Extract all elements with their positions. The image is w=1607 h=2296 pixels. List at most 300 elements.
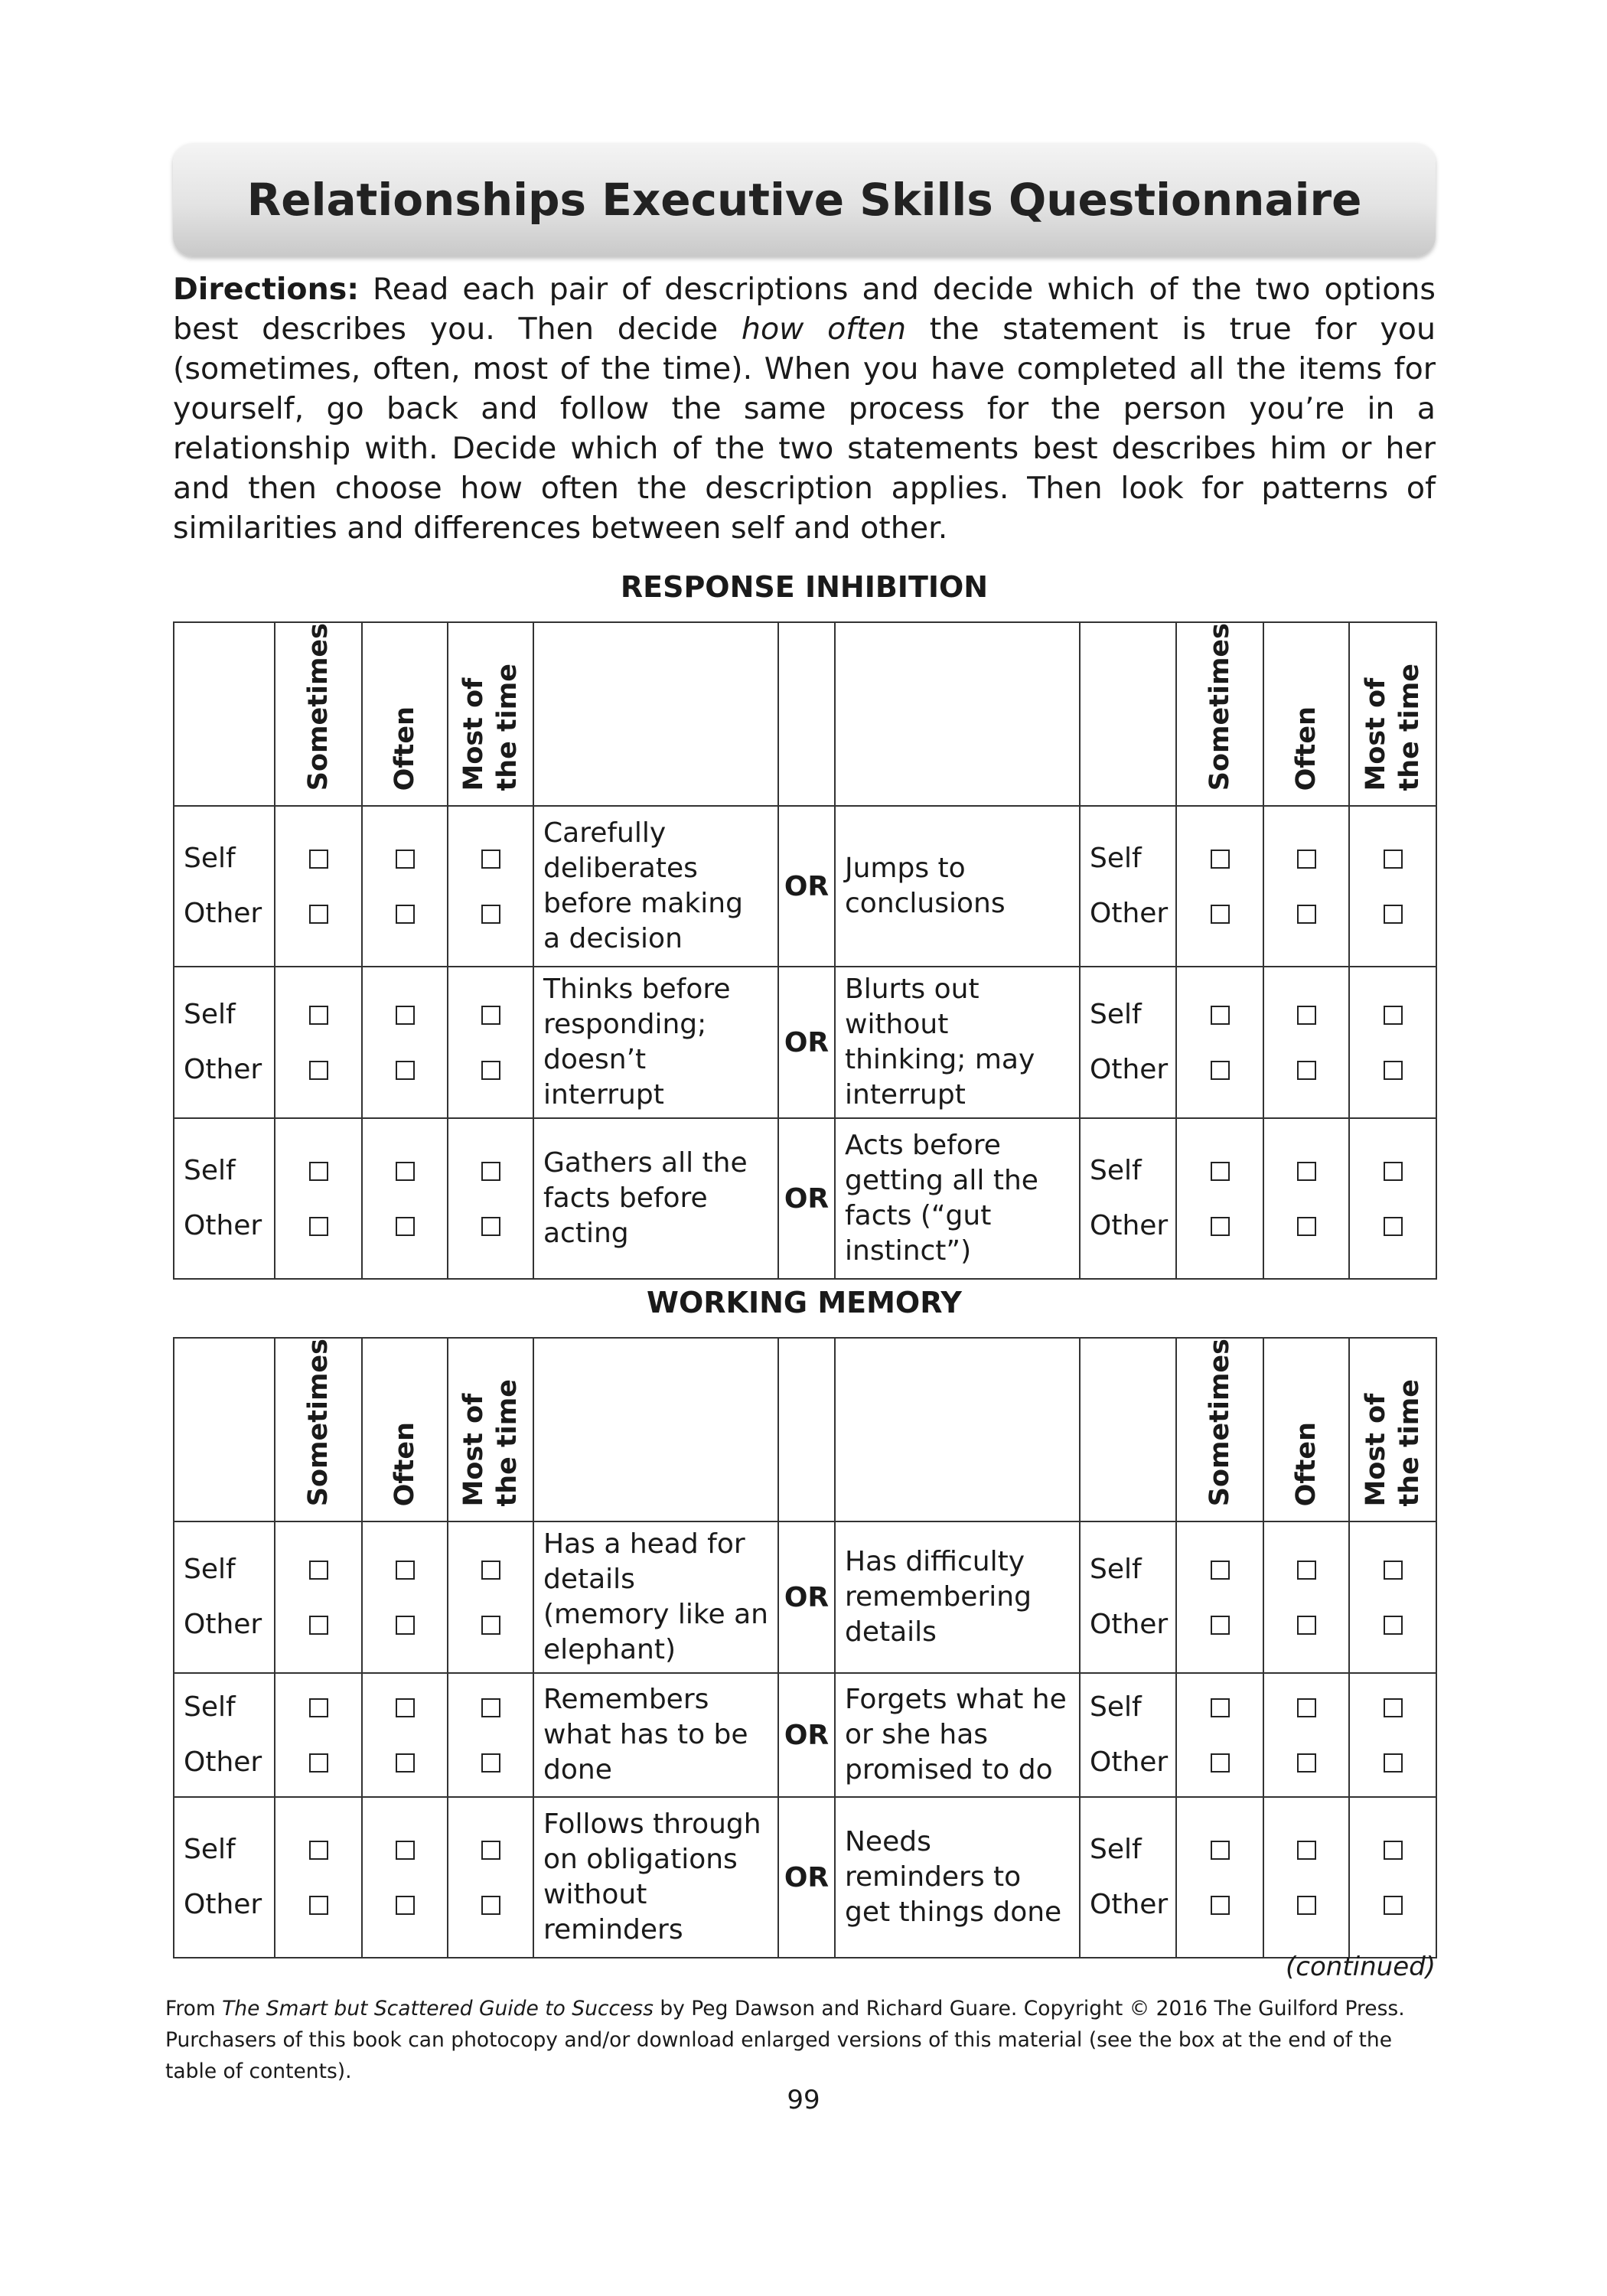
self-most-checkbox[interactable] <box>1384 1162 1403 1181</box>
right-description: Jumps to conclusions <box>835 806 1080 967</box>
self-most-checkbox[interactable] <box>481 1162 500 1181</box>
right-most-checkbox-cell <box>1349 1521 1436 1673</box>
section-heading-working-memory: WORKING MEMORY <box>647 1286 962 1319</box>
column-header-most-line2: the time <box>1394 1378 1425 1507</box>
checkbox-row <box>275 1042 361 1097</box>
checkbox-row <box>448 831 533 886</box>
left-description: Has a head for details (memory like an elephant) <box>533 1521 778 1673</box>
other-often-checkbox[interactable] <box>396 1061 415 1080</box>
left-often-checkbox-cell <box>362 806 448 967</box>
table-row <box>174 967 1436 1118</box>
other-often-checkbox[interactable] <box>396 1896 415 1915</box>
other-label: Other <box>184 1210 262 1242</box>
right-sometimes-checkbox-cell <box>1176 1521 1263 1673</box>
left-most-checkbox-cell <box>448 1521 533 1673</box>
self-other-labels <box>174 1797 275 1958</box>
column-header-most-line1: Most of <box>1361 1393 1391 1507</box>
column-header-most-of-the-time <box>448 622 533 806</box>
self-often-checkbox[interactable] <box>396 1162 415 1181</box>
column-header-sometimes-label: Sometimes <box>1204 1339 1235 1507</box>
checkbox-row <box>1350 1542 1436 1597</box>
right-sometimes-checkbox-cell <box>1176 1797 1263 1958</box>
checkbox-row <box>1177 1042 1263 1097</box>
other-often-checkbox[interactable] <box>1297 905 1316 924</box>
checkbox-row <box>448 1735 533 1790</box>
other-sometimes-checkbox[interactable] <box>309 1896 328 1915</box>
right-often-checkbox-cell <box>1263 1118 1349 1279</box>
self-other-labels <box>1080 1521 1176 1673</box>
checkbox-row <box>1177 1735 1263 1790</box>
other-often-checkbox[interactable] <box>1297 1616 1316 1635</box>
checkbox-row <box>1264 1735 1348 1790</box>
left-sometimes-checkbox-cell <box>275 1118 362 1279</box>
checkbox-row <box>275 1822 361 1877</box>
checkbox-row <box>1350 1822 1436 1877</box>
self-often-checkbox[interactable] <box>1297 1698 1316 1717</box>
right-description: Has difficulty remembering details <box>835 1521 1080 1673</box>
checkbox-row <box>1177 1822 1263 1877</box>
left-sometimes-checkbox-cell <box>275 967 362 1118</box>
left-sometimes-checkbox-cell <box>275 806 362 967</box>
directions-emphasis: how often <box>741 311 907 347</box>
header-right-label-cell <box>1080 622 1176 806</box>
checkbox-row <box>363 1822 447 1877</box>
page-number: 99 <box>787 2085 820 2115</box>
other-label: Other <box>1090 1609 1169 1641</box>
checkbox-row <box>363 987 447 1042</box>
column-header-often <box>1263 1338 1349 1521</box>
self-sometimes-checkbox[interactable] <box>1211 1006 1230 1025</box>
checkbox-row <box>448 1199 533 1254</box>
checkbox-row <box>1350 1735 1436 1790</box>
checkbox-row <box>275 1199 361 1254</box>
checkbox-row <box>1177 987 1263 1042</box>
checkbox-row <box>1177 1143 1263 1199</box>
checkbox-row <box>363 1597 447 1652</box>
column-header-often-label: Often <box>1291 1421 1322 1507</box>
checkbox-row <box>448 987 533 1042</box>
left-most-checkbox-cell <box>448 1797 533 1958</box>
checkbox-row <box>363 1143 447 1199</box>
checkbox-row <box>275 1680 361 1735</box>
other-label: Other <box>184 1889 262 1921</box>
table-row <box>174 1673 1436 1797</box>
checkbox-row <box>275 987 361 1042</box>
table-row <box>174 806 1436 967</box>
checkbox-row <box>275 886 361 941</box>
checkbox-row <box>363 1877 447 1932</box>
or-separator: OR <box>778 1797 835 1958</box>
column-header-often <box>362 622 448 806</box>
other-most-checkbox[interactable] <box>481 1061 500 1080</box>
response-inhibition-table <box>173 621 1437 1280</box>
left-sometimes-checkbox-cell <box>275 1521 362 1673</box>
other-sometimes-checkbox[interactable] <box>309 905 328 924</box>
other-sometimes-checkbox[interactable] <box>309 1753 328 1773</box>
column-header-most-line1: Most of <box>458 677 489 791</box>
column-header-most-line2: the time <box>1394 663 1425 791</box>
checkbox-row <box>363 1042 447 1097</box>
other-label: Other <box>1090 898 1169 930</box>
self-sometimes-checkbox[interactable] <box>309 1698 328 1717</box>
other-most-checkbox[interactable] <box>481 1753 500 1773</box>
checkbox-row <box>448 886 533 941</box>
or-separator: OR <box>778 1118 835 1279</box>
self-label: Self <box>184 999 236 1031</box>
checkbox-row <box>363 1199 447 1254</box>
left-often-checkbox-cell <box>362 1673 448 1797</box>
checkbox-row <box>1177 886 1263 941</box>
checkbox-row <box>1350 886 1436 941</box>
right-description: Forgets what he or she has promised to do <box>835 1673 1080 1797</box>
section-heading-response-inhibition: RESPONSE INHIBITION <box>620 570 989 604</box>
checkbox-row <box>1264 831 1348 886</box>
column-header-most-line1: Most of <box>458 1393 489 1507</box>
checkbox-row <box>1264 1199 1348 1254</box>
directions-text-after: the statement is true for you (sometimes, often, most of the time). When you have completed all the items for yourself, go back and follow the same process for the person you’re in a relationship with. Decide which of the two statements best describes him or her and then choose how often the description applies. Then look for patterns of similarities and differences between self and other. <box>173 311 1436 546</box>
checkbox-row <box>1264 1822 1348 1877</box>
or-separator: OR <box>778 967 835 1118</box>
column-header-sometimes <box>1176 622 1263 806</box>
self-sometimes-checkbox[interactable] <box>1211 850 1230 869</box>
other-often-checkbox[interactable] <box>396 1217 415 1236</box>
left-description: Thinks before responding; doesn’t interrupt <box>533 967 778 1118</box>
right-description: Acts before getting all the facts (“gut instinct”) <box>835 1118 1080 1279</box>
other-label: Other <box>1090 1054 1169 1086</box>
self-most-checkbox[interactable] <box>481 1841 500 1860</box>
self-most-checkbox[interactable] <box>1384 850 1403 869</box>
directions-text-before: Read each pair of descriptions and decide which of the two options best describes you. Then decide <box>173 272 1436 347</box>
checkbox-row <box>1350 1143 1436 1199</box>
checkbox-row <box>1264 1542 1348 1597</box>
checkbox-row <box>448 1042 533 1097</box>
left-sometimes-checkbox-cell <box>275 1673 362 1797</box>
other-most-checkbox[interactable] <box>1384 905 1403 924</box>
or-separator: OR <box>778 1521 835 1673</box>
header-empty-cell <box>174 622 275 806</box>
title-banner <box>173 143 1436 256</box>
self-most-checkbox[interactable] <box>1384 1841 1403 1860</box>
self-sometimes-checkbox[interactable] <box>1211 1841 1230 1860</box>
right-sometimes-checkbox-cell <box>1176 967 1263 1118</box>
checkbox-row <box>1264 987 1348 1042</box>
left-most-checkbox-cell <box>448 1118 533 1279</box>
self-other-labels <box>174 1673 275 1797</box>
right-most-checkbox-cell <box>1349 1673 1436 1797</box>
right-often-checkbox-cell <box>1263 1673 1349 1797</box>
checkbox-row <box>275 1597 361 1652</box>
column-header-sometimes <box>275 622 362 806</box>
column-header-sometimes-label: Sometimes <box>303 623 334 791</box>
checkbox-row <box>1177 1199 1263 1254</box>
or-separator: OR <box>778 806 835 967</box>
column-header-most-of-the-time-label <box>457 1379 524 1515</box>
self-sometimes-checkbox[interactable] <box>309 1006 328 1025</box>
right-most-checkbox-cell <box>1349 1118 1436 1279</box>
header-right-desc-cell <box>835 1338 1080 1521</box>
right-sometimes-checkbox-cell <box>1176 1118 1263 1279</box>
other-label: Other <box>1090 1746 1169 1779</box>
left-most-checkbox-cell <box>448 1673 533 1797</box>
other-most-checkbox[interactable] <box>481 905 500 924</box>
checkbox-row <box>1264 1042 1348 1097</box>
other-often-checkbox[interactable] <box>1297 1061 1316 1080</box>
right-often-checkbox-cell <box>1263 1797 1349 1958</box>
checkbox-row <box>363 1542 447 1597</box>
other-most-checkbox[interactable] <box>1384 1217 1403 1236</box>
checkbox-row <box>448 1542 533 1597</box>
other-most-checkbox[interactable] <box>1384 1061 1403 1080</box>
checkbox-row <box>275 1735 361 1790</box>
left-description: Remembers what has to be done <box>533 1673 778 1797</box>
header-left-desc-cell <box>533 622 778 806</box>
page-title: Relationships Executive Skills Questionnaire <box>246 174 1362 226</box>
other-often-checkbox[interactable] <box>396 1753 415 1773</box>
self-label: Self <box>184 1554 236 1586</box>
column-header-most-of-the-time <box>1349 622 1436 806</box>
other-label: Other <box>184 898 262 930</box>
checkbox-row <box>1177 1680 1263 1735</box>
self-other-labels <box>1080 1118 1176 1279</box>
checkbox-row <box>1264 886 1348 941</box>
self-sometimes-checkbox[interactable] <box>309 1561 328 1580</box>
checkbox-row <box>275 1877 361 1932</box>
other-label: Other <box>1090 1889 1169 1921</box>
right-most-checkbox-cell <box>1349 967 1436 1118</box>
checkbox-row <box>1177 1597 1263 1652</box>
continued-note: (continued) <box>1286 1952 1436 1982</box>
column-header-most-of-the-time-label <box>1359 1379 1426 1515</box>
self-most-checkbox[interactable] <box>1384 1698 1403 1717</box>
self-other-labels <box>174 806 275 967</box>
left-often-checkbox-cell <box>362 1521 448 1673</box>
self-sometimes-checkbox[interactable] <box>309 850 328 869</box>
checkbox-row <box>1350 987 1436 1042</box>
left-often-checkbox-cell <box>362 1797 448 1958</box>
directions-label: Directions: <box>173 272 359 307</box>
other-sometimes-checkbox[interactable] <box>1211 1896 1230 1915</box>
checkbox-row <box>363 831 447 886</box>
column-header-most-of-the-time-label <box>457 664 524 799</box>
self-sometimes-checkbox[interactable] <box>1211 1162 1230 1181</box>
right-sometimes-checkbox-cell <box>1176 1673 1263 1797</box>
self-often-checkbox[interactable] <box>1297 1006 1316 1025</box>
self-label: Self <box>1090 1155 1142 1187</box>
self-other-labels <box>174 967 275 1118</box>
table-row <box>174 1521 1436 1673</box>
column-header-most-of-the-time-label <box>1359 664 1426 799</box>
self-label: Self <box>184 1691 236 1724</box>
checkbox-row <box>1350 1199 1436 1254</box>
self-label: Self <box>184 1155 236 1187</box>
self-often-checkbox[interactable] <box>396 1006 415 1025</box>
self-often-checkbox[interactable] <box>1297 1561 1316 1580</box>
column-header-most-of-the-time <box>448 1338 533 1521</box>
checkbox-row <box>448 1680 533 1735</box>
other-most-checkbox[interactable] <box>1384 1896 1403 1915</box>
self-other-labels <box>1080 806 1176 967</box>
column-header-often-label: Often <box>390 706 420 791</box>
column-header-often <box>362 1338 448 1521</box>
table-header-row <box>174 1338 1436 1521</box>
checkbox-row <box>1177 831 1263 886</box>
right-often-checkbox-cell <box>1263 967 1349 1118</box>
checkbox-row <box>1350 1042 1436 1097</box>
checkbox-row <box>1264 1143 1348 1199</box>
table-row <box>174 1118 1436 1279</box>
checkbox-row <box>1350 831 1436 886</box>
self-often-checkbox[interactable] <box>1297 850 1316 869</box>
left-most-checkbox-cell <box>448 806 533 967</box>
other-label: Other <box>184 1746 262 1779</box>
left-description: Carefully deliberates before making a decision <box>533 806 778 967</box>
other-label: Other <box>1090 1210 1169 1242</box>
other-often-checkbox[interactable] <box>396 905 415 924</box>
checkbox-row <box>363 1680 447 1735</box>
header-empty-cell <box>174 1338 275 1521</box>
left-sometimes-checkbox-cell <box>275 1797 362 1958</box>
column-header-most-line1: Most of <box>1361 677 1391 791</box>
self-most-checkbox[interactable] <box>1384 1561 1403 1580</box>
other-often-checkbox[interactable] <box>1297 1753 1316 1773</box>
self-other-labels <box>1080 1673 1176 1797</box>
self-often-checkbox[interactable] <box>396 850 415 869</box>
self-label: Self <box>184 843 236 875</box>
other-sometimes-checkbox[interactable] <box>309 1061 328 1080</box>
right-often-checkbox-cell <box>1263 806 1349 967</box>
self-most-checkbox[interactable] <box>481 1006 500 1025</box>
checkbox-row <box>1177 1877 1263 1932</box>
checkbox-row <box>275 831 361 886</box>
checkbox-row <box>448 1143 533 1199</box>
right-description: Blurts out without thinking; may interrupt <box>835 967 1080 1118</box>
self-label: Self <box>1090 1834 1142 1866</box>
right-most-checkbox-cell <box>1349 1797 1436 1958</box>
left-most-checkbox-cell <box>448 967 533 1118</box>
self-most-checkbox[interactable] <box>481 1561 500 1580</box>
checkbox-row <box>1264 1597 1348 1652</box>
other-most-checkbox[interactable] <box>481 1217 500 1236</box>
self-other-labels <box>174 1521 275 1673</box>
other-often-checkbox[interactable] <box>1297 1217 1316 1236</box>
column-header-often-label: Often <box>390 1421 420 1507</box>
self-often-checkbox[interactable] <box>396 1561 415 1580</box>
self-most-checkbox[interactable] <box>481 850 500 869</box>
column-header-sometimes-label: Sometimes <box>303 1339 334 1507</box>
column-header-sometimes <box>1176 1338 1263 1521</box>
table-row <box>174 1797 1436 1958</box>
checkbox-row <box>1177 1542 1263 1597</box>
other-sometimes-checkbox[interactable] <box>309 1616 328 1635</box>
column-header-often <box>1263 622 1349 806</box>
self-often-checkbox[interactable] <box>396 1698 415 1717</box>
self-label: Self <box>1090 1554 1142 1586</box>
self-sometimes-checkbox[interactable] <box>309 1841 328 1860</box>
other-sometimes-checkbox[interactable] <box>1211 1217 1230 1236</box>
left-often-checkbox-cell <box>362 967 448 1118</box>
left-often-checkbox-cell <box>362 1118 448 1279</box>
self-sometimes-checkbox[interactable] <box>1211 1698 1230 1717</box>
self-label: Self <box>1090 1691 1142 1724</box>
self-label: Self <box>184 1834 236 1866</box>
checkbox-row <box>448 1877 533 1932</box>
other-sometimes-checkbox[interactable] <box>1211 1753 1230 1773</box>
column-header-most-of-the-time <box>1349 1338 1436 1521</box>
self-other-labels <box>174 1118 275 1279</box>
other-most-checkbox[interactable] <box>481 1616 500 1635</box>
column-header-sometimes-label: Sometimes <box>1204 623 1235 791</box>
self-other-labels <box>1080 967 1176 1118</box>
other-most-checkbox[interactable] <box>481 1896 500 1915</box>
or-separator: OR <box>778 1673 835 1797</box>
self-label: Self <box>1090 843 1142 875</box>
checkbox-row <box>1264 1877 1348 1932</box>
checkbox-row <box>1350 1597 1436 1652</box>
right-often-checkbox-cell <box>1263 1521 1349 1673</box>
checkbox-row <box>275 1542 361 1597</box>
header-right-label-cell <box>1080 1338 1176 1521</box>
header-left-desc-cell <box>533 1338 778 1521</box>
header-right-desc-cell <box>835 622 1080 806</box>
column-header-sometimes <box>275 1338 362 1521</box>
self-most-checkbox[interactable] <box>1384 1006 1403 1025</box>
self-sometimes-checkbox[interactable] <box>309 1162 328 1181</box>
source-prefix: From <box>165 1997 223 2020</box>
self-often-checkbox[interactable] <box>396 1841 415 1860</box>
column-header-most-line2: the time <box>492 1378 523 1507</box>
checkbox-row <box>448 1822 533 1877</box>
other-most-checkbox[interactable] <box>1384 1753 1403 1773</box>
other-sometimes-checkbox[interactable] <box>309 1217 328 1236</box>
right-description: Needs reminders to get things done <box>835 1797 1080 1958</box>
other-sometimes-checkbox[interactable] <box>1211 905 1230 924</box>
other-sometimes-checkbox[interactable] <box>1211 1061 1230 1080</box>
self-often-checkbox[interactable] <box>1297 1162 1316 1181</box>
source-book-title: The Smart but Scattered Guide to Success <box>222 1997 654 2020</box>
self-sometimes-checkbox[interactable] <box>1211 1561 1230 1580</box>
source-citation <box>165 1993 1443 2087</box>
table-header-row <box>174 622 1436 806</box>
column-header-most-line2: the time <box>492 663 523 791</box>
source-rest: by Peg Dawson and Richard Guare. Copyright © 2016 The Guilford Press. Purchasers of this book can photocopy and/or download enlarged versions of this material (see the box at the end of the table of contents). <box>165 1997 1405 2083</box>
left-description: Gathers all the facts before acting <box>533 1118 778 1279</box>
checkbox-row <box>448 1597 533 1652</box>
checkbox-row <box>363 886 447 941</box>
checkbox-row <box>363 1735 447 1790</box>
other-label: Other <box>184 1609 262 1641</box>
other-label: Other <box>184 1054 262 1086</box>
other-often-checkbox[interactable] <box>1297 1896 1316 1915</box>
self-most-checkbox[interactable] <box>481 1698 500 1717</box>
header-or-cell <box>778 622 835 806</box>
header-or-cell <box>778 1338 835 1521</box>
checkbox-row <box>1350 1680 1436 1735</box>
self-label: Self <box>1090 999 1142 1031</box>
checkbox-row <box>1350 1877 1436 1932</box>
checkbox-row <box>1264 1680 1348 1735</box>
checkbox-row <box>275 1143 361 1199</box>
other-often-checkbox[interactable] <box>396 1616 415 1635</box>
self-often-checkbox[interactable] <box>1297 1841 1316 1860</box>
other-most-checkbox[interactable] <box>1384 1616 1403 1635</box>
right-most-checkbox-cell <box>1349 806 1436 967</box>
working-memory-table <box>173 1337 1437 1958</box>
left-description: Follows through on obligations without reminders <box>533 1797 778 1958</box>
self-other-labels <box>1080 1797 1176 1958</box>
column-header-often-label: Often <box>1291 706 1322 791</box>
right-sometimes-checkbox-cell <box>1176 806 1263 967</box>
other-sometimes-checkbox[interactable] <box>1211 1616 1230 1635</box>
